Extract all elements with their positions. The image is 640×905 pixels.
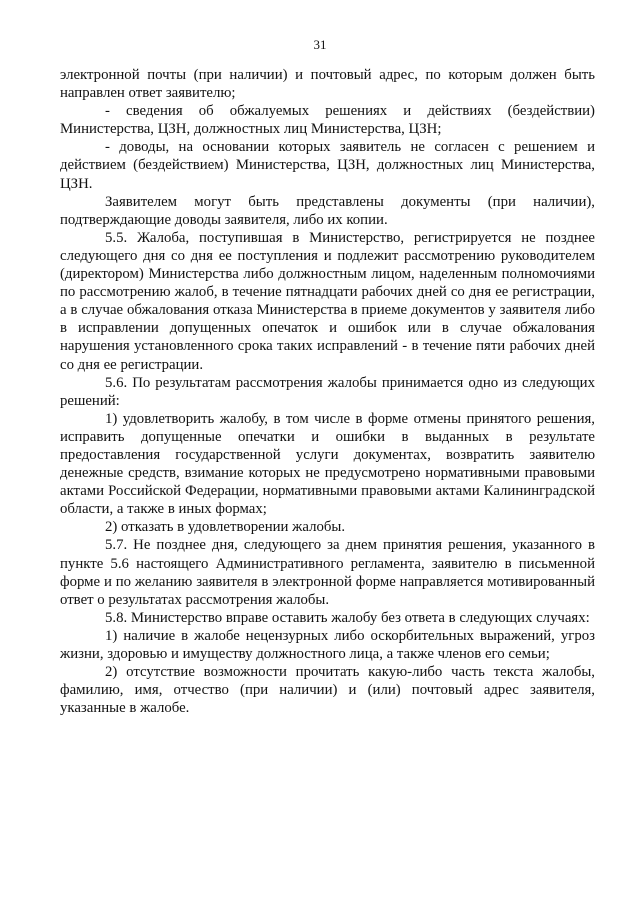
paragraph-supporting-documents: Заявителем могут быть представлены документы (при наличии), подтверждающие доводы заявителя, либо их копии. <box>60 193 595 228</box>
paragraph-decision-satisfy: 1) удовлетворить жалобу, в том числе в форме отмены принятого решения, исправить допущенные опечатки и ошибки в выданных в результате предоставления государственной услуги документах, возвратить заявителю денежные средств, взимание которых не предусмотрено нормативными правовыми актами Российской Федерации, нормативными правовыми актами Калининградской области, а также в иных формах; <box>60 410 595 518</box>
paragraph-case-obscene: 1) наличие в жалобе нецензурных либо оскорбительных выражений, угроз жизни, здоровью и имуществу должностного лица, а также членов его семьи; <box>60 627 595 662</box>
document-body <box>60 66 595 717</box>
paragraph-arguments: - доводы, на основании которых заявитель не согласен с решением и действием (бездействием) Министерства, ЦЗН, должностных лиц Министерства, ЦЗН. <box>60 139 595 192</box>
paragraph-section-5-8: 5.8. Министерство вправе оставить жалобу без ответа в следующих случаях: <box>105 609 590 626</box>
paragraph-appealed-decisions: - сведения об обжалуемых решениях и действиях (бездействии) Министерства, ЦЗН, должностных лиц Министерства, ЦЗН; <box>60 103 595 138</box>
page-number: 31 <box>313 37 327 52</box>
paragraph-section-5-7: 5.7. Не позднее дня, следующего за днем принятия решения, указанного в пункте 5.6 настоящего Административного регламента, заявителю в письменной форме и по желанию заявителя в электронной форме направляется мотивированный ответ о результатах рассмотрения жалобы. <box>60 537 595 608</box>
paragraph-contact-info: электронной почты (при наличии) и почтовый адрес, по которым должен быть направлен ответ заявителю; <box>60 67 595 102</box>
paragraph-section-5-5: 5.5. Жалоба, поступившая в Министерство, регистрируется не позднее следующего дня со дня ее поступления и подлежит рассмотрению руководителем (директором) Министерства либо должностным лицом, наделенным полномочиями по рассмотрению жалоб, в течение пятнадцати рабочих дней со дня ее регистрации, а в случае обжалования отказа Министерства в приеме документов у заявителя либо в исправлении допущенных опечаток и ошибок или в случае обжалования нарушения установленного срока таких исправлений - в течение пяти рабочих дней со дня ее регистрации. <box>60 229 595 373</box>
paragraph-case-unreadable: 2) отсутствие возможности прочитать какую-либо часть текста жалобы, фамилию, имя, отчество (при наличии) и (или) почтовый адрес заявителя, указанные в жалобе. <box>60 664 595 717</box>
paragraph-decision-refuse: 2) отказать в удовлетворении жалобы. <box>105 519 346 536</box>
paragraph-section-5-6: 5.6. По результатам рассмотрения жалобы принимается одно из следующих решений: <box>60 374 595 409</box>
